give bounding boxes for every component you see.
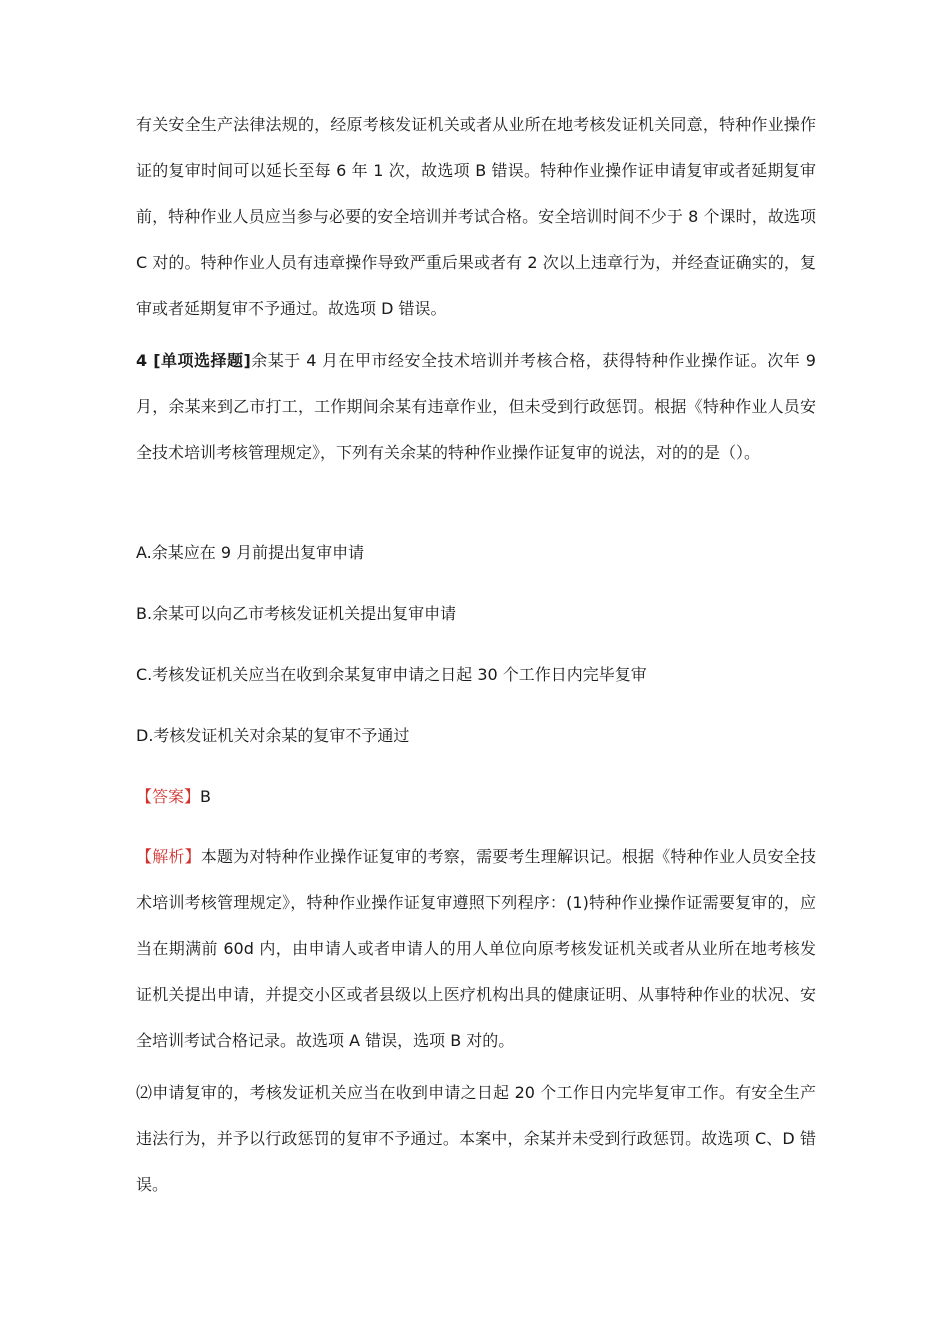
answer-label: 【答案】 xyxy=(136,787,201,806)
analysis-text: 本题为对特种作业操作证复审的考察，需要考生理解识记。根据《特种作业人员安全技术培训考核管理规定》，特种作业操作证复审遵照下列程序：(1)特种作业操作证需要复审的，应当在期满前 60d 内，由申请人或者申请人的用人单位向原考核发证机关或者从业所在地考核发证机关提出申请，并提交小区或者县级以上医疗机构出具的健康证明、从事特种作业的状况、安全培训考试合格记录。故选项 A 错误，选项 B 对的。 xyxy=(136,847,816,1050)
question-text: 余某于 4 月在甲市经安全技术培训并考核合格，获得特种作业操作证。次年 9 月，余某来到乙市打工，工作期间余某有违章作业，但未受到行政惩罚。根据《特种作业人员安全技术培训考核管理规定》，下列有关余某的特种作业操作证复审的说法，对的的是（）。 xyxy=(136,351,816,462)
previous-analysis-paragraph: 有关安全生产法律法规的，经原考核发证机关或者从业所在地考核发证机关同意，特种作业操作证的复审时间可以延长至每 6 年 1 次，故选项 B 错误。特种作业操作证申请复审或者延期复审前，特种作业人员应当参与必要的安全培训并考试合格。安全培训时间不少于 8 个课时，故选项 C 对的。特种作业人员有违章操作导致严重后果或者有 2 次以上违章行为，并经查证确实的，复审或者延期复审不予通过。故选项 D 错误。 xyxy=(136,115,816,318)
option-c: C.考核发证机关应当在收到余某复审申请之日起 30 个工作日内完毕复审 xyxy=(136,665,647,684)
option-d: D.考核发证机关对余某的复审不予通过 xyxy=(136,726,410,745)
question-paragraph xyxy=(136,338,816,476)
answer-line xyxy=(136,785,816,809)
option-b: B.余某可以向乙市考核发证机关提出复审申请 xyxy=(136,604,457,623)
answer-value: B xyxy=(200,787,211,806)
analysis-paragraph-2: ⑵申请复审的，考核发证机关应当在收到申请之日起 20 个工作日内完毕复审工作。有安全生产违法行为，并予以行政惩罚的复审不予通过。本案中，余某并未受到行政惩罚。故选项 C、D 错误。 xyxy=(136,1083,816,1194)
analysis-label: 【解析】 xyxy=(136,847,201,866)
option-a: A.余某应在 9 月前提出复审申请 xyxy=(136,543,365,562)
question-number-type: 4 [单项选择题] xyxy=(136,351,251,370)
analysis-paragraph xyxy=(136,834,816,1064)
